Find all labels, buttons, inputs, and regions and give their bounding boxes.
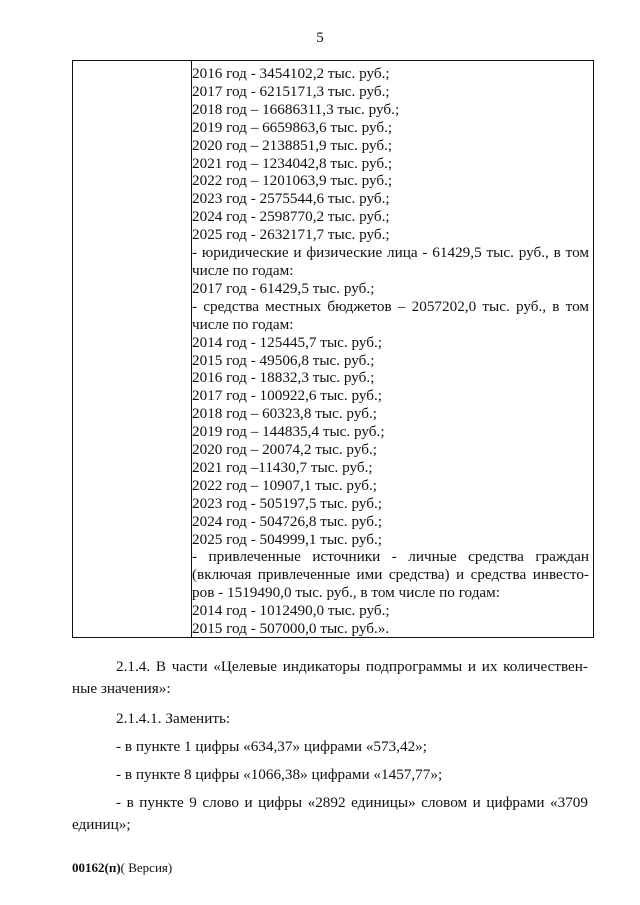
table-line: - привлеченные источники - личные средства граждан [192, 548, 589, 566]
table-line: 2017 год - 100922,6 тыс. руб.; [192, 387, 383, 405]
table-line: 2025 год - 2632171,7 тыс. руб.; [192, 226, 390, 244]
paragraph-item-8: - в пункте 8 цифры «1066,38» цифрами «1457,77»; [116, 766, 443, 783]
paragraph-item-9: - в пункте 9 слово и цифры «2892 единицы» словом и цифрами «3709 единиц»; [72, 794, 588, 833]
table-line: 2014 год - 125445,7 тыс. руб.; [192, 333, 383, 351]
table-line: 2022 год – 1201063,9 тыс. руб.; [192, 172, 393, 190]
table-line: 2024 год - 504726,8 тыс. руб.; [192, 512, 383, 530]
footer-code: 00162(п) [72, 860, 121, 875]
table-line: 2021 год – 1234042,8 тыс. руб.; [192, 154, 393, 172]
paragraph-item-1: - в пункте 1 цифры «634,37» цифрами «573,42»; [116, 738, 427, 755]
table-line: 2021 год –11430,7 тыс. руб.; [192, 458, 373, 476]
table-line: 2014 год - 1012490,0 тыс. руб.; [192, 602, 390, 620]
table-line: 2019 год – 144835,4 тыс. руб.; [192, 423, 385, 441]
table-line: 2018 год – 16686311,3 тыс. руб.; [192, 100, 400, 118]
funding-table [72, 60, 594, 638]
table-line: 2017 год - 61429,5 тыс. руб.; [192, 279, 375, 297]
table-line: числе по годам: [192, 261, 294, 279]
footer-version: ( Версия) [120, 860, 173, 875]
table-line: 2022 год – 10907,1 тыс. руб.; [192, 476, 377, 494]
table-line: - средства местных бюджетов – 2057202,0 тыс. руб., в том [192, 297, 589, 315]
table-line: 2018 год – 60323,8 тыс. руб.; [192, 405, 377, 423]
table-line: 2023 год - 2575544,6 тыс. руб.; [192, 190, 390, 208]
table-line: ров - 1519490,0 тыс. руб., в том числе по годам: [192, 584, 500, 602]
table-line: 2016 год - 3454102,2 тыс. руб.; [192, 65, 390, 82]
table-line: 2015 год - 49506,8 тыс. руб.; [192, 351, 375, 369]
paragraph-replace: 2.1.4.1. Заменить: [116, 710, 231, 727]
table-line: 2025 год - 504999,1 тыс. руб.; [192, 530, 383, 548]
paragraph-section-heading: 2.1.4. В части «Целевые индикаторы подпрограммы и их количествен-ные значения»: [72, 658, 588, 697]
table-line: - юридические и физические лица - 61429,5 тыс. руб., в том [192, 244, 589, 262]
table-line: 2017 год - 6215171,3 тыс. руб.; [192, 82, 390, 100]
table-line: 2024 год - 2598770,2 тыс. руб.; [192, 208, 390, 226]
table-line: 2015 год - 507000,0 тыс. руб.». [192, 620, 390, 638]
page-number: 5 [316, 30, 324, 46]
document-footer [72, 860, 172, 876]
table-line: 2020 год – 20074,2 тыс. руб.; [192, 441, 377, 459]
table-line: 2023 год - 505197,5 тыс. руб.; [192, 494, 383, 512]
table-line: 2019 год – 6659863,6 тыс. руб.; [192, 118, 393, 136]
table-line: (включая привлеченные ими средства) и средства инвесто- [192, 566, 589, 584]
table-right-column [192, 65, 589, 638]
table-line: числе по годам: [192, 315, 294, 333]
table-line: 2020 год – 2138851,9 тыс. руб.; [192, 136, 393, 154]
table-line: 2016 год - 18832,3 тыс. руб.; [192, 369, 375, 387]
table-left-column [73, 61, 192, 637]
